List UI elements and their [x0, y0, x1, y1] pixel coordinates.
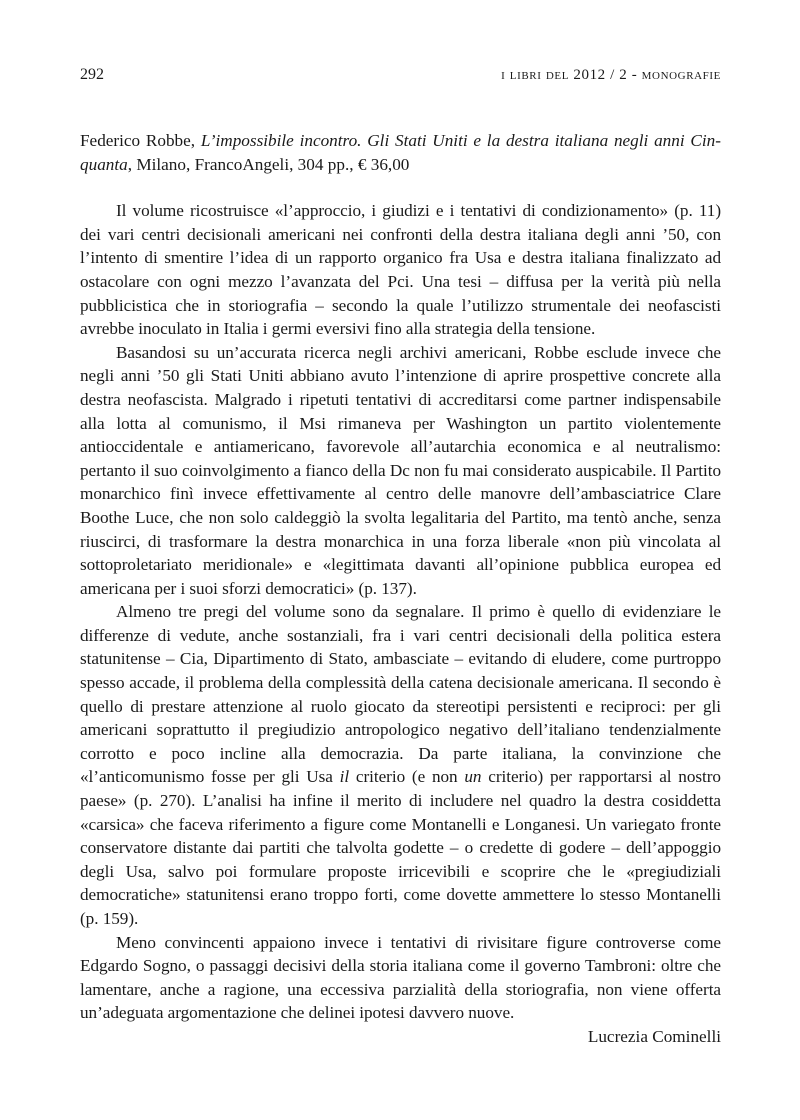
review-body: [80, 129, 721, 1049]
paragraph-3-text-c: criterio) per rapportarsi al nostro paese» (p. 270). L’analisi ha infine il merito di includere nel quadro la destra cosiddetta «carsica» che faceva riferimento a figure come Montanelli e Longanesi. Un variegato fronte conservatore distante dai partiti che talvolta godette – o credette di godere – dell’appoggio degli Usa, salvo poi formulare proposte irricevibili e scoprire che le «pregiudiziali democratiche» statunitensi erano troppo forti, come dovette ammettere lo stesso Montanelli (p. 159).: [80, 767, 721, 928]
paragraph-3: [80, 600, 721, 930]
running-title: i libri del 2012 / 2 - monografie: [501, 67, 721, 83]
citation-author: Federico Robbe,: [80, 131, 201, 150]
citation-details: , Milano, FrancoAngeli, 304 pp., € 36,00: [127, 154, 410, 174]
paragraph-2: Basandosi su un’accurata ricerca negli archivi americani, Robbe esclude invece che negli anni ’50 gli Stati Uniti abbiano avuto l’intenzione di aprire prospettive concrete alla destra neofascista. Malgrado i ripetuti tentativi di accreditarsi come partner indispensabile alla lotta al comunismo, il Msi rimaneva per Washington un partito violentemente antioccidentale e antiamericano, favorevole all’autarchia economica e al neutralismo: pertanto il suo coinvolgimento a fianco della Dc non fu mai considerato auspicabile. Il Partito monarchico finì invece effettivamente al centro delle manovre dell’ambasciatrice Clare Boothe Luce, che non solo caldeggiò la svolta legalitaria del Partito, ma tentò anche, senza riuscirci, di trasformare la destra monarchica in una forza liberale «non più vincolata al sottoproletariato meridionale» e «legittimata davanti all’opinione pubblica europea ed americana per i suoi sforzi democratici» (p. 137).: [80, 342, 721, 598]
reviewer-signature: Lucrezia Cominelli: [587, 1026, 721, 1046]
paragraph-4: Meno convincenti appaiono invece i tentativi di rivisitare figure controverse come Edgardo Sogno, o passaggi decisivi della storia italiana come il governo Tambroni: oltre che lamentare, anche a ragione, una eccessiva parzialità della storiografia, non viene offerta un’adeguata argomentazione che delinei ipotesi davvero nuove.: [80, 932, 721, 1023]
book-citation: [80, 129, 721, 176]
citation-title: L’impossibile incontro. Gli Stati Uniti e la destra italiana negli anni Cinquanta: [80, 131, 721, 174]
paragraph-3-text-a: Almeno tre pregi del volume sono da segnalare. Il primo è quello di evidenziare le differenze di vedute, anche sostanziali, fra i vari centri decisionali della politica estera statunitense – Cia, Dipartimento di Stato, ambasciate – evitando di eludere, come purtroppo spesso accade, il problema della complessità della catena decisionale americana. Il secondo è quello di prestare attenzione al ruolo giocato da stereotipi persistenti e reciproci: per gli americani soprattutto il pregiudizio antropologico negativo dell’italiano tendenzialmente corrotto e poco incline alla democrazia. Da parte italiana, la convinzione che «l’anticomunismo fosse per gli Usa: [80, 602, 721, 787]
emphasis-un: un: [464, 767, 482, 787]
page-number: 292: [80, 66, 104, 83]
running-header: [80, 66, 721, 84]
emphasis-il: il: [339, 767, 350, 787]
paragraph-3-text-b: criterio (e non: [349, 767, 465, 787]
paragraph-1: Il volume ricostruisce «l’approccio, i giudizi e i tentativi di condizionamento» (p. 11) dei vari centri decisionali americani nei confronti della destra italiana degli anni ’50, con l’intento di smentire l’idea di un rapporto organico fra Usa e destra italiana finalizzato ad ostacolare con ogni mezzo l’avanzata del Pci. Una tesi – diffusa per la verità più nella pubblicistica che in storiografia – secondo la quale l’utilizzo strumentale dei neofascisti avrebbe inoculato in Italia i germi eversivi fino alla strategia della tensione.: [80, 201, 721, 339]
